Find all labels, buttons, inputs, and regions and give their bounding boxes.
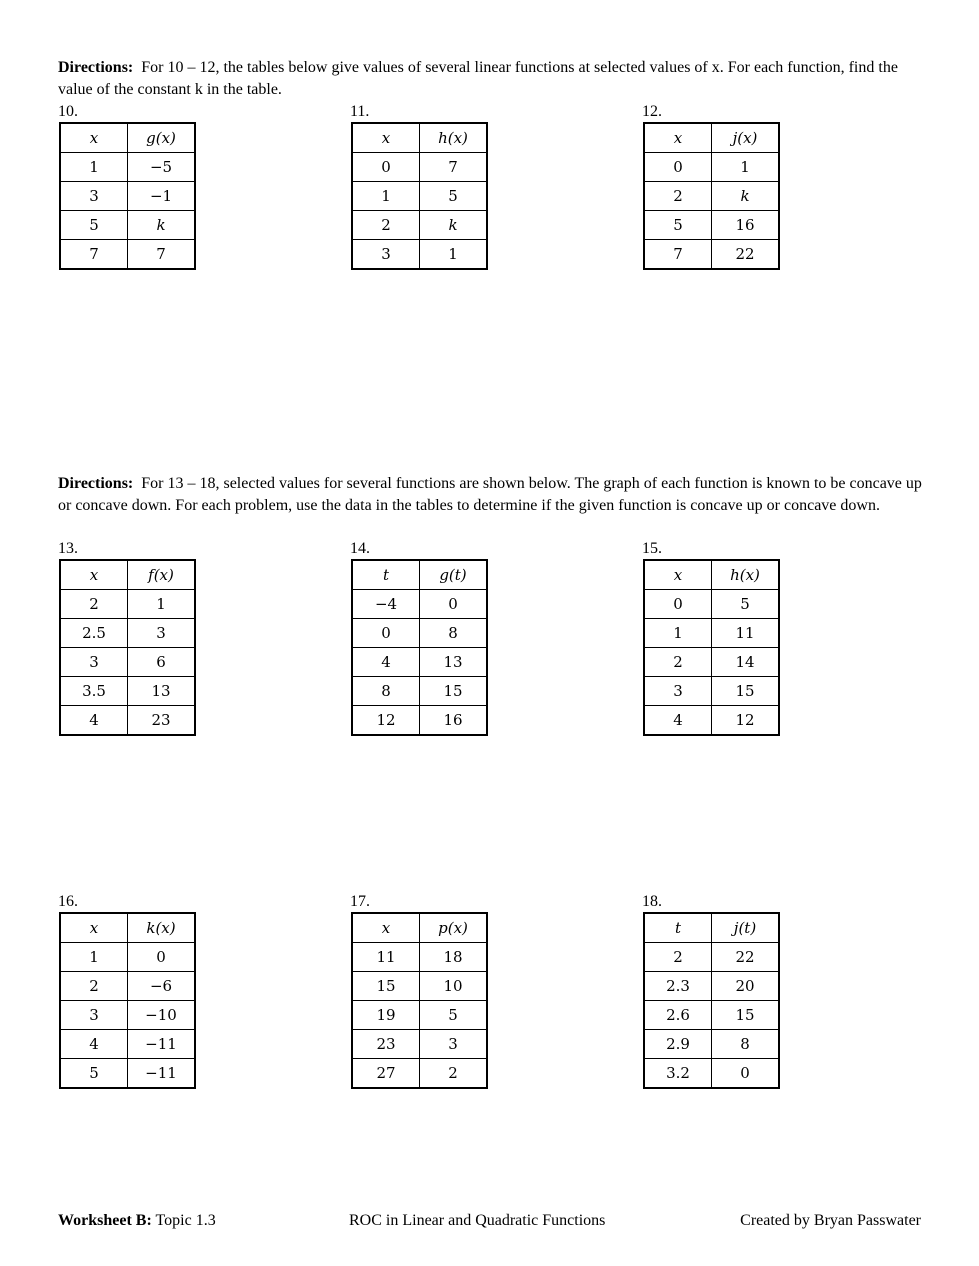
table-row <box>60 153 195 182</box>
table-row <box>60 648 195 677</box>
table-row <box>352 1030 487 1059</box>
table-row <box>352 153 487 182</box>
output-value-cell: 1 <box>712 153 780 182</box>
input-value-cell: 4 <box>60 1030 128 1059</box>
output-value-cell: k <box>128 211 196 240</box>
output-value-cell: 3 <box>420 1030 488 1059</box>
table-header-row <box>60 913 195 943</box>
input-value-cell: 19 <box>352 1001 420 1030</box>
table-row <box>644 943 779 972</box>
table-row <box>644 1001 779 1030</box>
table-row <box>352 706 487 736</box>
input-value-cell: 1 <box>60 943 128 972</box>
table-row <box>60 1059 195 1089</box>
table-row <box>352 1001 487 1030</box>
output-value-cell: 2 <box>420 1059 488 1089</box>
function-header: k(x) <box>128 913 196 943</box>
values-table <box>643 912 780 1089</box>
table-row <box>352 590 487 619</box>
input-value-cell: 2 <box>60 972 128 1001</box>
directions-2-label: Directions: <box>58 475 134 492</box>
input-value-cell: 1 <box>60 153 128 182</box>
input-value-cell: 3 <box>644 677 712 706</box>
directions-1-text: For 10 – 12, the tables below give values of several linear functions at selected values of x. For each function, find the value of the constant k in the table. <box>58 59 898 98</box>
output-value-cell: 22 <box>712 943 780 972</box>
footer-worksheet-label: Worksheet B: <box>58 1212 152 1229</box>
table-row <box>644 972 779 1001</box>
input-value-cell: 3 <box>60 182 128 211</box>
input-variable-header: t <box>352 560 420 590</box>
output-value-cell: 1 <box>128 590 196 619</box>
function-header: j(x) <box>712 123 780 153</box>
output-value-cell: 16 <box>712 211 780 240</box>
output-value-cell: 15 <box>420 677 488 706</box>
input-value-cell: 1 <box>644 619 712 648</box>
problem-number: 18. <box>642 893 662 910</box>
output-value-cell: 7 <box>420 153 488 182</box>
table-row <box>644 590 779 619</box>
input-variable-header: x <box>60 123 128 153</box>
input-value-cell: 2.5 <box>60 619 128 648</box>
table-row <box>352 211 487 240</box>
input-value-cell: 4 <box>60 706 128 736</box>
table-header-row <box>60 123 195 153</box>
function-header: j(t) <box>712 913 780 943</box>
input-value-cell: 3.5 <box>60 677 128 706</box>
output-value-cell: 16 <box>420 706 488 736</box>
problem-number: 10. <box>58 103 78 120</box>
input-value-cell: 2 <box>644 648 712 677</box>
input-value-cell: 0 <box>644 590 712 619</box>
input-variable-header: x <box>644 560 712 590</box>
table-row <box>644 1059 779 1089</box>
table-row <box>644 211 779 240</box>
problem-number: 11. <box>350 103 370 120</box>
output-value-cell: 6 <box>128 648 196 677</box>
input-value-cell: 7 <box>60 240 128 270</box>
table-row <box>60 677 195 706</box>
footer-author: Created by Bryan Passwater <box>740 1212 921 1229</box>
directions-1 <box>58 57 924 101</box>
problem-number: 13. <box>58 540 78 557</box>
function-header: h(x) <box>420 123 488 153</box>
input-value-cell: 2 <box>644 943 712 972</box>
output-value-cell: 8 <box>420 619 488 648</box>
table-row <box>644 706 779 736</box>
table-header-row <box>644 123 779 153</box>
output-value-cell: k <box>712 182 780 211</box>
output-value-cell: −10 <box>128 1001 196 1030</box>
input-value-cell: 2.6 <box>644 1001 712 1030</box>
values-table <box>351 122 488 270</box>
directions-2-text: For 13 – 18, selected values for several functions are shown below. The graph of each function is known to be concave up or concave down. For each problem, use the data in the tables to determine if the given function is concave up or concave down. <box>58 475 922 514</box>
table-row <box>352 943 487 972</box>
table-row <box>352 1059 487 1089</box>
input-variable-header: t <box>644 913 712 943</box>
input-value-cell: 3 <box>60 648 128 677</box>
input-variable-header: x <box>60 913 128 943</box>
output-value-cell: 3 <box>128 619 196 648</box>
footer-topic: Topic 1.3 <box>155 1212 216 1229</box>
table-row <box>60 1001 195 1030</box>
output-value-cell: 13 <box>420 648 488 677</box>
output-value-cell: 5 <box>712 590 780 619</box>
values-table <box>643 559 780 736</box>
table-row <box>60 590 195 619</box>
function-header: g(t) <box>420 560 488 590</box>
values-table <box>59 559 196 736</box>
input-value-cell: 5 <box>644 211 712 240</box>
table-row <box>60 943 195 972</box>
output-value-cell: 1 <box>420 240 488 270</box>
directions-2 <box>58 473 924 517</box>
table-row <box>352 182 487 211</box>
footer-title: ROC in Linear and Quadratic Functions <box>349 1212 606 1229</box>
output-value-cell: −11 <box>128 1030 196 1059</box>
table-row <box>60 211 195 240</box>
table-row <box>644 153 779 182</box>
problem-number: 16. <box>58 893 78 910</box>
directions-1-label: Directions: <box>58 59 134 76</box>
output-value-cell: 20 <box>712 972 780 1001</box>
values-table <box>351 559 488 736</box>
table-row <box>60 1030 195 1059</box>
values-table <box>59 912 196 1089</box>
input-value-cell: 0 <box>352 619 420 648</box>
table-row <box>60 972 195 1001</box>
table-row <box>644 182 779 211</box>
input-value-cell: 1 <box>352 182 420 211</box>
input-value-cell: 3.2 <box>644 1059 712 1089</box>
output-value-cell: 22 <box>712 240 780 270</box>
output-value-cell: 0 <box>712 1059 780 1089</box>
input-value-cell: 11 <box>352 943 420 972</box>
input-value-cell: 2 <box>352 211 420 240</box>
table-row <box>352 619 487 648</box>
output-value-cell: 13 <box>128 677 196 706</box>
input-value-cell: −4 <box>352 590 420 619</box>
output-value-cell: 15 <box>712 677 780 706</box>
table-row <box>644 240 779 270</box>
problem-number: 15. <box>642 540 662 557</box>
input-value-cell: 5 <box>60 211 128 240</box>
input-value-cell: 2 <box>60 590 128 619</box>
table-row <box>352 677 487 706</box>
output-value-cell: −5 <box>128 153 196 182</box>
input-value-cell: 5 <box>60 1059 128 1089</box>
input-value-cell: 4 <box>352 648 420 677</box>
input-value-cell: 27 <box>352 1059 420 1089</box>
output-value-cell: 5 <box>420 1001 488 1030</box>
output-value-cell: 5 <box>420 182 488 211</box>
output-value-cell: −6 <box>128 972 196 1001</box>
input-value-cell: 2.9 <box>644 1030 712 1059</box>
table-header-row <box>352 123 487 153</box>
input-value-cell: 0 <box>644 153 712 182</box>
input-value-cell: 8 <box>352 677 420 706</box>
problem-number: 14. <box>350 540 370 557</box>
output-value-cell: 0 <box>420 590 488 619</box>
table-row <box>60 240 195 270</box>
input-value-cell: 7 <box>644 240 712 270</box>
input-variable-header: x <box>352 123 420 153</box>
output-value-cell: −1 <box>128 182 196 211</box>
table-header-row <box>60 560 195 590</box>
input-value-cell: 3 <box>60 1001 128 1030</box>
table-header-row <box>644 560 779 590</box>
input-variable-header: x <box>352 913 420 943</box>
table-row <box>644 619 779 648</box>
values-table <box>351 912 488 1089</box>
output-value-cell: 12 <box>712 706 780 736</box>
input-value-cell: 0 <box>352 153 420 182</box>
table-row <box>60 182 195 211</box>
output-value-cell: −11 <box>128 1059 196 1089</box>
table-row <box>352 972 487 1001</box>
table-row <box>644 648 779 677</box>
input-value-cell: 15 <box>352 972 420 1001</box>
input-variable-header: x <box>60 560 128 590</box>
output-value-cell: 8 <box>712 1030 780 1059</box>
input-variable-header: x <box>644 123 712 153</box>
input-value-cell: 2 <box>644 182 712 211</box>
input-value-cell: 4 <box>644 706 712 736</box>
output-value-cell: 15 <box>712 1001 780 1030</box>
values-table <box>643 122 780 270</box>
table-row <box>352 240 487 270</box>
table-row <box>60 619 195 648</box>
output-value-cell: 7 <box>128 240 196 270</box>
function-header: h(x) <box>712 560 780 590</box>
table-row <box>644 1030 779 1059</box>
input-value-cell: 23 <box>352 1030 420 1059</box>
output-value-cell: k <box>420 211 488 240</box>
output-value-cell: 18 <box>420 943 488 972</box>
function-header: g(x) <box>128 123 196 153</box>
table-header-row <box>352 913 487 943</box>
values-table <box>59 122 196 270</box>
table-row <box>352 648 487 677</box>
output-value-cell: 11 <box>712 619 780 648</box>
input-value-cell: 12 <box>352 706 420 736</box>
table-row <box>60 706 195 736</box>
problem-number: 12. <box>642 103 662 120</box>
output-value-cell: 10 <box>420 972 488 1001</box>
footer-worksheet <box>58 1212 216 1230</box>
output-value-cell: 14 <box>712 648 780 677</box>
table-header-row <box>644 913 779 943</box>
function-header: f(x) <box>128 560 196 590</box>
output-value-cell: 0 <box>128 943 196 972</box>
input-value-cell: 3 <box>352 240 420 270</box>
output-value-cell: 23 <box>128 706 196 736</box>
input-value-cell: 2.3 <box>644 972 712 1001</box>
table-header-row <box>352 560 487 590</box>
table-row <box>644 677 779 706</box>
function-header: p(x) <box>420 913 488 943</box>
problem-number: 17. <box>350 893 370 910</box>
